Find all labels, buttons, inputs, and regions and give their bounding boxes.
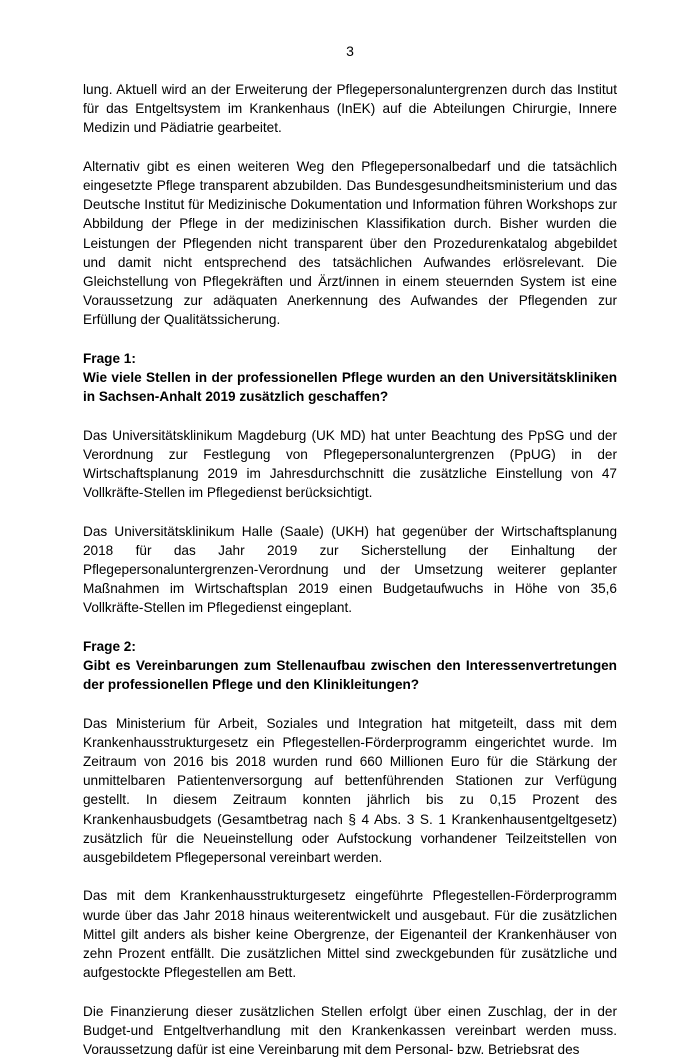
frage1-answer-ukmd: Das Universitätsklinikum Magdeburg (UK MD) hat unter Beachtung des PpSG und der Verordnung zur Festlegung von Pflegepersonaluntergrenzen (PpUG) in der Wirtschaftsplanung 2019 im Jahresdurchschnitt die zusätzliche Einstellung von 47 Vollkräfte-Stellen im Pflegedienst berücksichtigt.	[83, 427, 617, 501]
frage2-question: Gibt es Vereinbarungen zum Stellenaufbau zwischen den Interessenvertretungen der professionellen Pflege und den Klinikleitungen?	[83, 658, 617, 693]
frage2-answer-ministerium: Das Ministerium für Arbeit, Soziales und Integration hat mitgeteilt, dass mit dem Krankenhausstrukturgesetz ein Pflegestellen-Förderprogramm eingerichtet wurde. Im Zeitraum von 2016 bis 2018 wurden rund 660 Millionen Euro für die Stärkung der unmittelbaren Patientenversorgung auf bettenführenden Stationen zur Verfügung gestellt. In diesem Zeitraum konnten jährlich bis zu 0,15 Prozent des Krankenhausbudgets (Gesamtbetrag nach § 4 Abs. 3 S. 1 Krankenhausentgeltgesetz) zusätzlich für die Neueinstellung oder Aufstockung vorhandener Teilzeitstellen von ausgebildetem Pflegepersonal vereinbart werden.	[83, 715, 617, 866]
paragraph-spacer	[83, 694, 617, 713]
page-number: 3	[346, 43, 354, 59]
intro-continuation-paragraph: lung. Aktuell wird an der Erweiterung der Pflegepersonaluntergrenzen durch das Institut für das Entgeltsystem im Krankenhaus (InEK) auf die Abteilungen Chirurgie, Innere Medizin und Pädiatrie gearbeitet.	[83, 82, 617, 136]
paragraph-spacer	[83, 867, 617, 886]
paragraph-spacer	[83, 406, 617, 425]
frage2-answer-programm: Das mit dem Krankenhausstrukturgesetz eingeführte Pflegestellen-Förderprogramm wurde über das Jahr 2018 hinaus weiterentwickelt und ausgebaut. Für die zusätzlichen Mittel gilt anders als bisher keine Obergrenze, der Eigenanteil der Krankenhäuser von zehn Prozent entfällt. Die zusätzlichen Mittel sind zweckgebunden für zusätzliche und aufgestockte Pflegestellen am Bett.	[83, 888, 617, 981]
frage1-label: Frage 1:	[83, 350, 136, 366]
paragraph-spacer	[83, 330, 617, 349]
frage2-label: Frage 2:	[83, 638, 136, 654]
frage2-answer-finanzierung: Die Finanzierung dieser zusätzlichen Stellen erfolgt über einen Zuschlag, der in der Budget-und Entgeltverhandlung mit den Krankenkassen vereinbart werden muss. Voraussetzung dafür ist eine Vereinbarung mit dem Personal- bzw. Betriebsrat des	[83, 1003, 617, 1058]
frage1-answer-ukh: Das Universitätsklinikum Halle (Saale) (UKH) hat gegenüber der Wirtschaftsplanung 2018 für das Jahr 2019 zur Sicherstellung der Einhaltung der Pflegepersonaluntergrenzen-Verordnung und der Umsetzung weiterer geplanter Maßnahmen im Wirtschaftsplan 2019 einen Budgetaufwuchs in Höhe von 35,6 Vollkräfte-Stellen im Pflegedienst eingeplant.	[83, 523, 617, 616]
paragraph-spacer	[83, 138, 617, 157]
document-body	[83, 80, 617, 1059]
paragraph-spacer	[83, 982, 617, 1001]
paragraph-spacer	[83, 618, 617, 637]
frage1-question: Wie viele Stellen in der professionellen Pflege wurden an den Universitätskliniken in Sachsen-Anhalt 2019 zusätzlich geschaffen?	[83, 370, 617, 405]
paragraph-spacer	[83, 502, 617, 521]
intro-alternative-paragraph: Alternativ gibt es einen weiteren Weg den Pflegepersonalbedarf und die tatsächlich eingesetzte Pflege transparent abzubilden. Das Bundesgesundheitsministerium und das Deutsche Institut für Medizinische Dokumentation und Information führen Workshops zur Abbildung der Pflege in der medizinischen Klassifikation durch. Bisher wurden die Leistungen der Pflegenden nicht transparent über den Prozedurenkatalog abgebildet und damit nicht entsprechend des tatsächlichen Aufwandes erlösrelevant. Die Gleichstellung von Pflegekräften und Ärzt/innen in einem steuernden System ist eine Voraussetzung zur adäquaten Anerkennung des Aufwandes der Pflegenden zur Erfüllung der Qualitätssicherung.	[83, 158, 617, 328]
